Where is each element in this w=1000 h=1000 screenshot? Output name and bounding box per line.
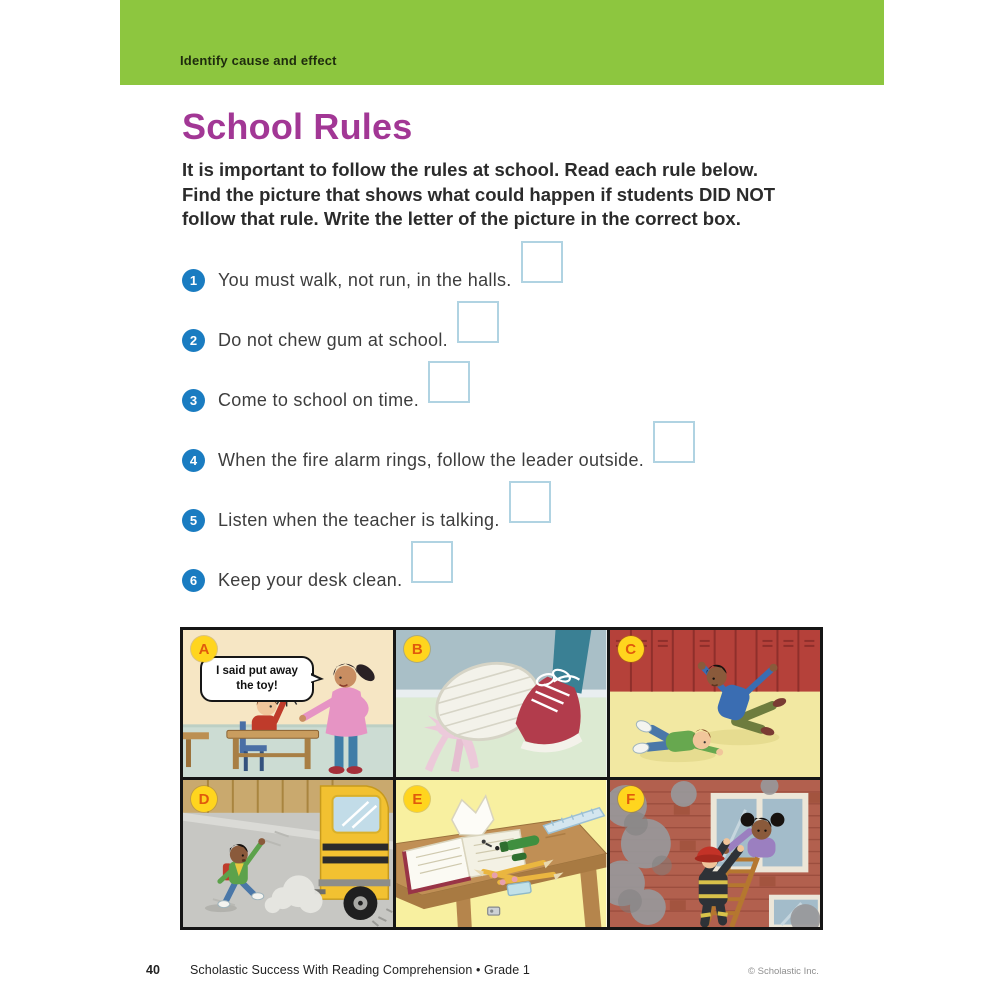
instructions-line-2: Find the picture that shows what could happen if students DID NOT: [182, 183, 776, 205]
rule-text: Listen when the teacher is talking.: [218, 509, 500, 530]
instructions: [182, 158, 822, 232]
picture-panel-c: [610, 630, 820, 777]
answer-box-3[interactable]: [428, 361, 470, 403]
picture-letter-badge-a: A: [191, 636, 217, 662]
answer-box-1[interactable]: [521, 241, 563, 283]
instructions-line-1: It is important to follow the rules at school. Read each rule below.: [182, 159, 758, 180]
rule-item-6: [182, 550, 695, 610]
rule-item-1: [182, 250, 695, 310]
rule-number-badge: 5: [182, 509, 205, 532]
page-number: 40: [146, 963, 160, 977]
answer-box-2[interactable]: [457, 301, 499, 343]
picture-panel-a: [183, 630, 393, 777]
answer-box-4[interactable]: [653, 421, 695, 463]
picture-letter-badge-e: E: [404, 786, 430, 812]
picture-letter-badge-d: D: [191, 786, 217, 812]
skill-label: Identify cause and effect: [180, 53, 337, 68]
footer-book-title: Scholastic Success With Reading Comprehension • Grade 1: [190, 963, 530, 977]
speech-bubble: I said put away the toy!: [200, 656, 314, 702]
instructions-line-3: follow that rule. Write the letter of the picture in the correct box.: [182, 208, 741, 229]
rule-text: You must walk, not run, in the halls.: [218, 269, 512, 290]
rule-text: Keep your desk clean.: [218, 569, 403, 590]
rule-text: Do not chew gum at school.: [218, 329, 448, 350]
rule-number-badge: 1: [182, 269, 205, 292]
picture-letter-badge-f: F: [618, 786, 644, 812]
rule-item-3: [182, 370, 695, 430]
picture-letter-badge-b: B: [404, 636, 430, 662]
picture-panel-e: [396, 780, 606, 927]
rule-text: When the fire alarm rings, follow the leader outside.: [218, 449, 645, 470]
rule-number-badge: 2: [182, 329, 205, 352]
rule-item-4: [182, 430, 695, 490]
rule-number-badge: 3: [182, 389, 205, 412]
rule-number-badge: 6: [182, 569, 205, 592]
answer-box-6[interactable]: [411, 541, 453, 583]
rule-text: Come to school on time.: [218, 389, 419, 410]
picture-panel-d: [183, 780, 393, 927]
header-bar: [120, 0, 884, 85]
rules-list: [182, 250, 695, 610]
picture-panel-b: [396, 630, 606, 777]
picture-letter-badge-c: C: [618, 636, 644, 662]
picture-panel-f: [610, 780, 820, 927]
footer-copyright: © Scholastic Inc.: [748, 966, 819, 977]
answer-box-5[interactable]: [509, 481, 551, 523]
page-title: School Rules: [182, 106, 413, 147]
picture-grid: [180, 627, 823, 930]
rule-number-badge: 4: [182, 449, 205, 472]
